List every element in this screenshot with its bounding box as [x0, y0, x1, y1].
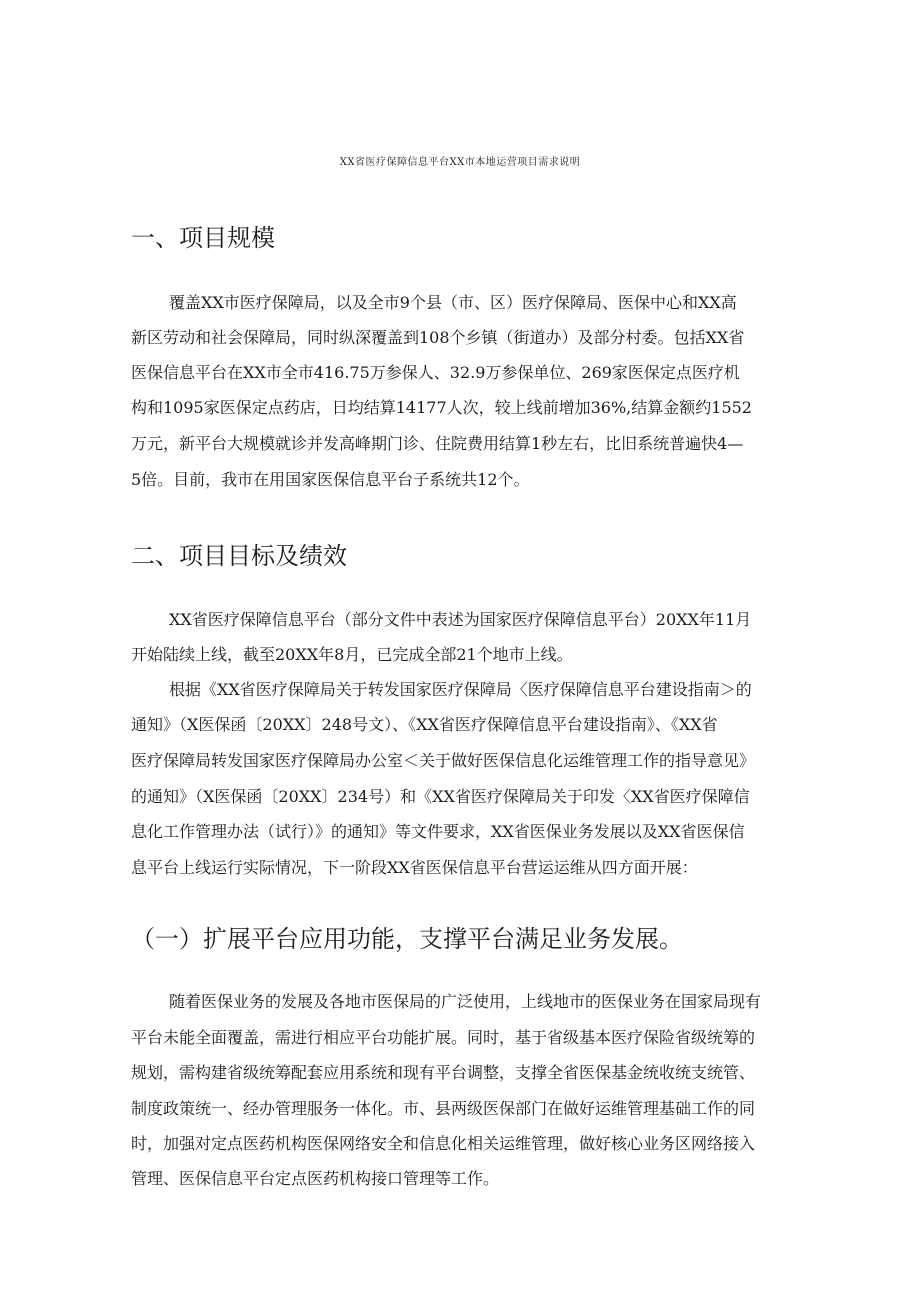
paragraph-line: 息平台上线运行实际情况，下一阶段XX省医保信息平台营运运维从四方面开展： — [131, 858, 698, 877]
document-title: XX省医疗保障信息平台XX市本地运营项目需求说明 — [339, 157, 581, 168]
paragraph-line: 通知》（X医保函〔20XX〕248号文）、《XX省医疗保障信息平台建设指南》、《XX省 — [131, 715, 718, 734]
paragraph-line: 万元，新平台大规模就诊并发高峰期门诊、住院费用结算1秒左右，比旧系统普遍快4— — [131, 434, 744, 453]
paragraph-line: 平台未能全面覆盖，需进行相应平台功能扩展。同时，基于省级基本医疗保险省级统筹的 — [131, 1028, 756, 1047]
paragraph-line: 规划，需构建省级统筹配套应用系统和现有平台调整，支撑全省医保基金统收统支统管、 — [131, 1063, 756, 1082]
paragraph-line: 新区劳动和社会保障局，同时纵深覆盖到108个乡镇（街道办）及部分村委。包括XX省 — [131, 328, 745, 347]
section1-heading: 一、项目规模 — [131, 224, 275, 252]
paragraph-line: 制度政策统一、经办管理服务一体化。市、县两级医保部门在做好运维管理基础工作的同 — [131, 1099, 756, 1118]
paragraph-line: 医保信息平台在XX市全市416.75万参保人、32.9万参保单位、269家医保定点医疗机 — [131, 363, 740, 382]
subsection1-heading: （一）扩展平台应用功能，支撑平台满足业务发展。 — [131, 925, 683, 953]
paragraph-line: 的通知》（X医保函〔20XX〕234号）和《XX省医疗保障局关于印发〈XX省医疗保障信 — [131, 787, 750, 806]
paragraph-line: 随着医保业务的发展及各地市医保局的广泛使用，上线地市的医保业务在国家局现有 — [169, 992, 762, 1011]
paragraph-line: 根据《XX省医疗保障局关于转发国家医疗保障局〈医疗保障信息平台建设指南＞的 — [169, 680, 752, 699]
paragraph-line: 开始陆续上线，截至20XX年8月，已完成全部21个地市上线。 — [131, 645, 573, 664]
section2-heading: 二、项目目标及绩效 — [131, 542, 347, 570]
paragraph-line: 时，加强对定点医药机构医保网络安全和信息化相关运维管理，做好核心业务区网络接入 — [131, 1134, 756, 1153]
paragraph-line: 息化工作管理办法（试行）》的通知》等文件要求，XX省医保业务发展以及XX省医保信 — [131, 822, 745, 841]
paragraph-line: 构和1095家医保定点药店，日均结算14177人次，较上线前增加36%,结算金额约1552 — [131, 398, 752, 417]
paragraph-line: XX省医疗保障信息平台（部分文件中表述为国家医疗保障信息平台）20XX年11月 — [169, 610, 752, 629]
paragraph-line: 5倍。目前，我市在用国家医保信息平台子系统共12个。 — [131, 470, 530, 489]
paragraph-line: 医疗保障局转发国家医疗保障局办公室＜关于做好医保信息化运维管理工作的指导意见》 — [131, 751, 756, 770]
paragraph-line: 管理、医保信息平台定点医药机构接口管理等工作。 — [131, 1169, 500, 1188]
paragraph-line: 覆盖XX市医疗保障局，以及全市9个县（市、区）医疗保障局、医保中心和XX高 — [169, 293, 737, 312]
